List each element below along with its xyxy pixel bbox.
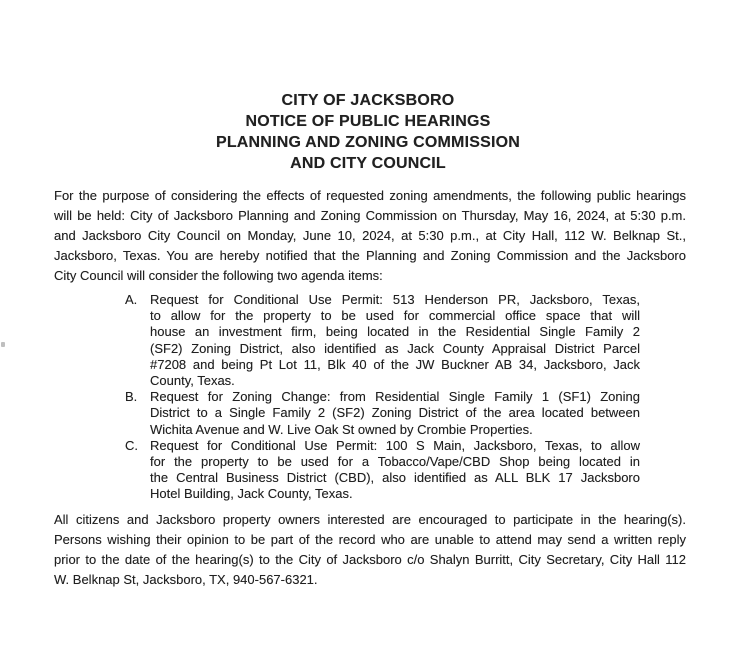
text-line: will be held: City of Jacksboro Planning and Zoning Commission on Thursday, May 16, 2024, at 5:30 p.m. xyxy=(54,208,686,223)
agenda-list xyxy=(125,292,686,503)
agenda-item-text xyxy=(150,438,640,503)
agenda-item-letter: A. xyxy=(125,292,138,307)
title-line: CITY OF JACKSBORO xyxy=(281,92,455,109)
title-line: NOTICE OF PUBLIC HEARINGS xyxy=(245,113,491,130)
intro-paragraph xyxy=(54,186,686,286)
notice-body xyxy=(54,186,686,590)
text-line: Request for Conditional Use Permit: 513 Henderson PR, Jacksboro, Texas, xyxy=(150,292,640,307)
text-line: prior to the date of the hearing(s) to the City of Jacksboro c/o Shalyn Burritt, City Secretary, City Hall 112 xyxy=(54,551,686,567)
text-line: W. Belknap St, Jacksboro, TX, 940-567-6321. xyxy=(54,571,318,587)
agenda-item-a xyxy=(125,292,686,389)
title-line: PLANNING AND ZONING COMMISSION xyxy=(215,134,521,151)
text-line: and Jacksboro City Council on Monday, June 10, 2024, at 5:30 p.m., at City Hall, 112 W. Belknap St., xyxy=(54,228,686,243)
text-line: Jacksboro, Texas. You are hereby notified that the Planning and Zoning Commission and the Jacksboro xyxy=(54,248,686,263)
text-line: to allow for the property to be used for commercial office space that will xyxy=(150,308,640,324)
agenda-item-c xyxy=(125,438,686,503)
title-line: AND CITY COUNCIL xyxy=(290,155,446,172)
text-line: Hotel Building, Jack County, Texas. xyxy=(150,486,353,502)
agenda-item-text xyxy=(150,292,640,389)
closing-paragraph xyxy=(54,510,686,590)
agenda-item-text xyxy=(150,389,640,438)
text-line: All citizens and Jacksboro property owners interested are encouraged to participate in the hearing(s). xyxy=(54,511,686,527)
text-line: #7208 and being Pt Lot 11, Blk 40 of the JW Buckner AB 34, Jacksboro, Jack xyxy=(150,356,640,372)
agenda-item-letter: B. xyxy=(125,389,138,405)
notice-title xyxy=(0,0,736,174)
agenda-item-letter: C. xyxy=(125,437,138,453)
text-line: (SF2) Zoning District, also identified as Jack County Appraisal District Parcel xyxy=(150,340,640,356)
text-line: District to a Single Family 2 (SF2) Zoning District of the area located between xyxy=(150,405,640,421)
text-line: Wichita Avenue and W. Live Oak St owned by Crombie Properties. xyxy=(150,421,533,437)
text-line: Persons wishing their opinion to be part of the record who are unable to attend may send a written reply xyxy=(54,531,686,547)
text-line: County, Texas. xyxy=(150,373,235,389)
text-line: house an investment firm, being located in the Residential Single Family 2 xyxy=(150,324,640,340)
text-line: Request for Zoning Change: from Residential Single Family 1 (SF1) Zoning xyxy=(150,389,640,405)
text-line: the Central Business District (CBD), also identified as ALL BLK 17 Jacksboro xyxy=(150,470,640,486)
agenda-item-b xyxy=(125,389,686,438)
text-line: Request for Conditional Use Permit: 100 S Main, Jacksboro, Texas, to allow xyxy=(150,437,640,453)
scan-speck xyxy=(1,342,5,347)
text-line: City Council will consider the following two agenda items: xyxy=(54,268,383,283)
text-line: for the property to be used for a Tobacco/Vape/CBD Shop being located in xyxy=(150,454,640,470)
text-line: For the purpose of considering the effects of requested zoning amendments, the following public hearings xyxy=(54,188,686,203)
